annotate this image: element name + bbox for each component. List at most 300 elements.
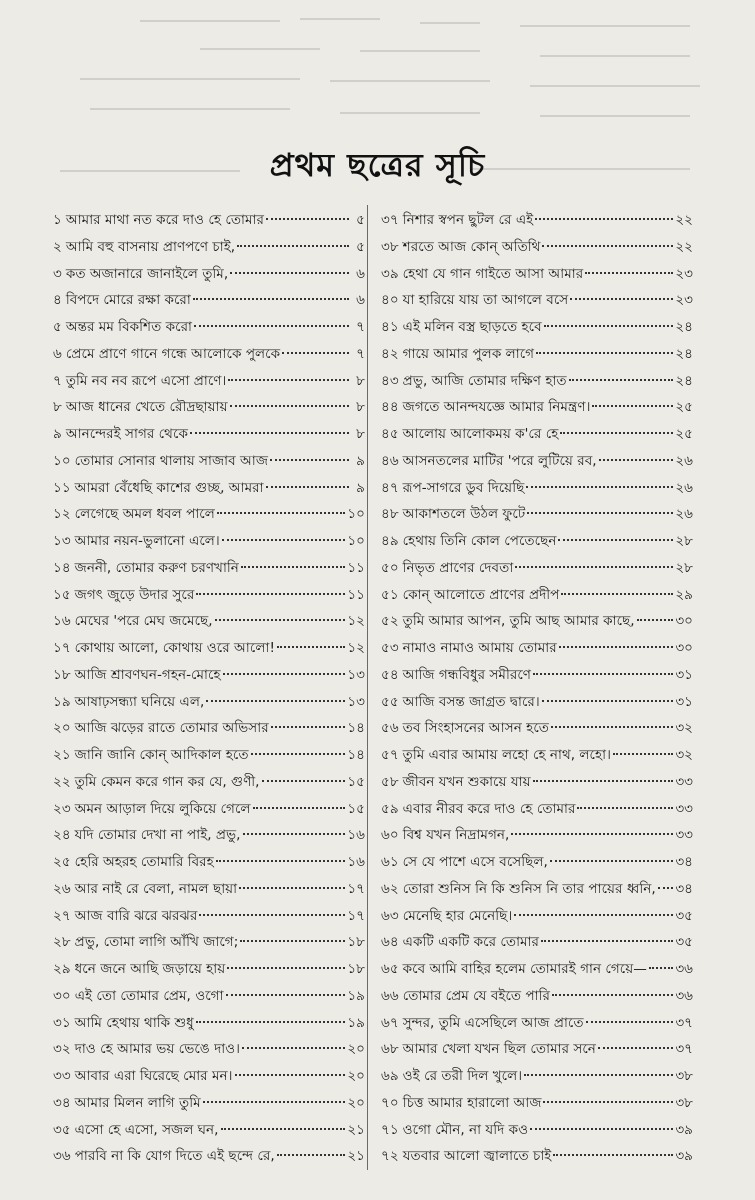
entry-number: ৩২: [53, 1041, 71, 1058]
dot-leader: [542, 700, 674, 702]
entry-title: রূপ-সাগরে ডুব দিয়েছি: [402, 479, 525, 496]
toc-entry: [53, 903, 365, 930]
entry-title: সে যে পাশে এসে বসেছিল,: [402, 854, 548, 870]
toc-entry: [381, 234, 693, 261]
right-column: [381, 207, 693, 1170]
entry-page-number: ৩৯: [675, 1148, 693, 1165]
entry-page-number: ২৮: [675, 533, 693, 549]
dot-leader: [515, 566, 673, 568]
toc-entry: [381, 822, 693, 849]
entry-number: ৬৯: [381, 1068, 399, 1084]
entry-number: ১২: [53, 506, 71, 523]
toc-entry: [53, 956, 365, 983]
dot-leader: [196, 1021, 346, 1023]
entry-title: আজ ধানের খেতে রৌদ্রছায়ায়: [65, 399, 228, 416]
dot-leader: [533, 780, 674, 782]
dot-leader: [586, 1021, 674, 1023]
entry-number: ৫৬: [381, 720, 399, 737]
entry-page-number: ১৪: [347, 747, 365, 763]
entry-title: হেথায় তিনি কোল পেতেছেন: [402, 533, 557, 549]
entry-title: লেগেছে অমল ধবল পালে: [74, 506, 215, 523]
entry-number: ১১: [53, 479, 71, 496]
entry-number: ১৬: [53, 613, 71, 630]
toc-entry: [53, 822, 365, 849]
entry-page-number: ১০: [347, 506, 365, 523]
entry-title: দাও হে আমার ভয় ভেঙে দাও।: [74, 1041, 241, 1058]
entry-page-number: ১৬: [347, 827, 365, 844]
toc-entry: [53, 769, 365, 796]
toc-entry: [381, 903, 693, 930]
dot-leader: [227, 967, 345, 969]
entry-page-number: ৯: [356, 479, 365, 496]
toc-entry: [381, 421, 693, 448]
dot-leader: [271, 726, 346, 728]
entry-page-number: ১৭: [347, 907, 365, 924]
toc-entry: [53, 421, 365, 448]
dot-leader: [559, 646, 674, 648]
dot-leader: [524, 1074, 673, 1076]
toc-entry: [53, 796, 365, 823]
entry-page-number: ৩১: [675, 666, 693, 683]
dot-leader: [190, 432, 349, 434]
dot-leader: [239, 887, 345, 889]
entry-page-number: ২৩: [675, 292, 693, 309]
entry-number: ৩৪: [53, 1094, 71, 1111]
entry-number: ২৪: [53, 827, 71, 844]
entry-page-number: ৩২: [675, 747, 693, 763]
dot-leader: [599, 459, 674, 461]
entry-number: ৩৩: [53, 1068, 71, 1084]
toc-entry: [53, 475, 365, 502]
entry-title: কোথায় আলো, কোথায় ওরে আলো!: [74, 640, 275, 656]
dot-leader: [194, 325, 349, 327]
entry-page-number: ১৬: [347, 854, 365, 870]
dot-leader: [553, 1154, 673, 1156]
entry-page-number: ২১: [347, 1121, 365, 1138]
entry-page-number: ৯: [356, 452, 365, 469]
entry-number: ২৩: [53, 800, 71, 817]
entry-title: যা হারিয়ে যায় তা আগলে বসে: [402, 292, 569, 309]
entry-page-number: ৫: [356, 212, 365, 228]
dot-leader: [270, 459, 349, 461]
entry-title: ওগো মৌন, না যদি কও: [402, 1121, 529, 1138]
toc-entry: [381, 796, 693, 823]
dot-leader: [533, 673, 673, 675]
dot-leader: [199, 914, 345, 916]
entry-title: আমি হেথায় থাকি শুধু: [74, 1014, 194, 1031]
entry-number: ২৮: [53, 934, 71, 951]
entry-title: অমন আড়াল দিয়ে লুকিয়ে গেলে: [74, 800, 251, 817]
entry-number: ২১: [53, 747, 71, 763]
entry-page-number: ৩৩: [675, 773, 693, 790]
entry-page-number: ৩১: [675, 693, 693, 710]
entry-title: চিত্ত আমার হারালো আজ: [402, 1094, 542, 1111]
dot-leader: [203, 1101, 346, 1103]
toc-entry: [381, 742, 693, 769]
toc-entry: [381, 528, 693, 555]
dot-leader: [230, 405, 349, 407]
entry-number: ৬৮: [381, 1041, 399, 1058]
entry-title: তুমি কেমন করে গান কর যে, গুণী,: [74, 773, 260, 790]
entry-number: ৬৩: [381, 907, 399, 924]
toc-entry: [381, 715, 693, 742]
entry-page-number: ২৬: [675, 506, 693, 523]
entry-page-number: ২৫: [675, 399, 693, 416]
toc-entry: [381, 207, 693, 234]
toc-entry: [381, 983, 693, 1010]
entry-page-number: ৩২: [675, 720, 693, 737]
entry-page-number: ১২: [347, 640, 365, 656]
entry-number: ১৭: [53, 640, 71, 656]
entry-number: ৫১: [381, 586, 399, 603]
entry-number: ৭: [53, 372, 62, 389]
toc-entry: [53, 528, 365, 555]
entry-number: ৩১: [53, 1014, 71, 1031]
entry-title: জগৎ জুড়ে উদার সুরে: [74, 586, 195, 603]
entry-page-number: ১৩: [347, 693, 365, 710]
entry-number: ৪: [53, 292, 62, 309]
toc-entry: [381, 501, 693, 528]
entry-number: ৫৮: [381, 773, 399, 790]
dot-leader: [242, 1047, 345, 1049]
dot-leader: [215, 619, 346, 621]
entry-page-number: ১৮: [347, 961, 365, 977]
dot-leader: [262, 780, 346, 782]
entry-page-number: ১৭: [347, 880, 365, 897]
entry-number: ৬০: [381, 827, 399, 844]
entry-number: ৩৬: [53, 1148, 71, 1165]
entry-number: ৩৫: [53, 1121, 71, 1138]
toc-entry: [53, 689, 365, 716]
entry-page-number: ১৯: [347, 1014, 365, 1031]
toc-entry: [53, 608, 365, 635]
dot-leader: [530, 1128, 673, 1130]
dot-leader: [196, 593, 345, 595]
entry-page-number: ১২: [347, 613, 365, 630]
entry-number: ৭২: [381, 1148, 399, 1165]
entry-title: বিশ্ব যখন নিদ্রামগন,: [402, 827, 510, 844]
entry-number: ৫০: [381, 559, 399, 576]
entry-title: জানি জানি কোন্ আদিকাল হতে: [74, 747, 249, 763]
entry-title: আমার মাথা নত করে দাও হে তোমার: [65, 212, 264, 228]
dot-leader: [228, 379, 349, 381]
entry-page-number: ১৩: [347, 666, 365, 683]
dot-leader: [241, 566, 345, 568]
dot-leader: [217, 512, 345, 514]
dot-leader: [230, 272, 349, 274]
toc-entry: [53, 983, 365, 1010]
entry-title: কোন্ আলোতে প্রাণের প্রদীপ: [402, 586, 560, 603]
entry-title: আজি ঝড়ের রাতে তোমার অভিসার: [74, 720, 269, 737]
entry-page-number: ২০: [347, 1041, 365, 1058]
entry-number: ৪২: [381, 345, 399, 362]
dot-leader: [216, 860, 346, 862]
entry-page-number: ৩০: [675, 613, 693, 630]
dot-leader: [613, 753, 673, 755]
dot-leader: [649, 967, 673, 969]
entry-page-number: ৩৫: [675, 907, 693, 924]
toc-entry: [381, 368, 693, 395]
toc-entry: [381, 287, 693, 314]
entry-page-number: ১৯: [347, 987, 365, 1004]
entry-number: ২৯: [53, 961, 71, 977]
entry-title: এই তো তোমার প্রেম, ওগো: [74, 987, 224, 1004]
entry-title: কবে আমি বাহির হলেম তোমারই গান গেয়ে—: [402, 961, 647, 977]
entry-number: ২০: [53, 720, 71, 737]
dot-leader: [226, 994, 346, 996]
entry-number: ১৮: [53, 666, 71, 683]
entry-page-number: ২৪: [675, 319, 693, 335]
toc-entry: [53, 234, 365, 261]
dot-leader: [282, 352, 349, 354]
toc-entry: [53, 394, 365, 421]
page-title: প্রথম ছত্রের সূচি: [269, 146, 486, 184]
entry-title: জীবন যখন শুকায়ে যায়: [402, 773, 531, 790]
entry-page-number: ৫: [356, 238, 365, 255]
entry-number: ৯: [53, 426, 62, 442]
toc-entry: [381, 448, 693, 475]
toc-entry: [381, 582, 693, 609]
entry-number: ৪৫: [381, 426, 399, 442]
toc-entry: [381, 1090, 693, 1117]
toc-entry: [381, 769, 693, 796]
entry-number: ৪৩: [381, 372, 399, 389]
toc-entry: [53, 341, 365, 368]
entry-page-number: ২৯: [675, 586, 693, 603]
dot-leader: [266, 218, 349, 220]
entry-title: বিপদে মোরে রক্ষা করো: [65, 292, 191, 309]
entry-title: আজি বসন্ত জাগ্রত দ্বারে।: [402, 693, 540, 710]
entry-number: ৭১: [381, 1121, 399, 1138]
entry-number: ১: [53, 212, 62, 228]
toc-entry: [53, 448, 365, 475]
dot-leader: [569, 379, 674, 381]
dot-leader: [240, 940, 345, 942]
toc-entry: [53, 849, 365, 876]
entry-title: আনন্দেরই সাগর থেকে: [65, 426, 188, 442]
toc-entry: [53, 1143, 365, 1170]
dot-leader: [223, 673, 346, 675]
entry-title: আজি শ্রাবণঘন-গহন-মোহে: [74, 666, 221, 683]
entry-page-number: ৩৩: [675, 800, 693, 817]
entry-title: আলোয় আলোকময় ক'রে হে: [402, 426, 559, 442]
entry-number: ৬১: [381, 854, 399, 870]
entry-page-number: ১৫: [347, 800, 365, 817]
toc-entry: [53, 635, 365, 662]
entry-title: হেরি অহরহ তোমারি বিরহ: [74, 854, 214, 870]
entry-title: আসনতলের মাটির 'পরে লুটিয়ে রব,: [402, 452, 597, 469]
entry-page-number: ৩০: [675, 640, 693, 656]
dot-leader: [561, 593, 673, 595]
entry-page-number: ১১: [347, 586, 365, 603]
entry-number: ৪৬: [381, 452, 399, 469]
entry-page-number: ২৪: [675, 345, 693, 362]
dot-leader: [558, 539, 673, 541]
entry-page-number: ২০: [347, 1094, 365, 1111]
entry-page-number: ৩৫: [675, 934, 693, 951]
entry-title: একটি একটি করে তোমার: [402, 934, 540, 951]
entry-number: ৫: [53, 319, 62, 335]
entry-title: কত অজানারে জানাইলে তুমি,: [65, 265, 229, 282]
entry-title: পারবি না কি যোগ দিতে এই ছন্দে রে,: [74, 1148, 275, 1165]
entry-page-number: ৮: [356, 399, 365, 416]
toc-entry: [381, 1036, 693, 1063]
entry-number: ৬৬: [381, 987, 399, 1004]
entry-page-number: ৩৪: [675, 854, 693, 870]
dot-leader: [221, 1128, 346, 1130]
entry-number: ৪১: [381, 319, 399, 335]
toc-entry: [53, 287, 365, 314]
entry-title: যতবার আলো জ্বালাতে চাই: [402, 1148, 552, 1165]
toc-entry: [381, 261, 693, 288]
dot-leader: [658, 887, 674, 889]
entry-page-number: ২২: [675, 238, 693, 255]
dot-leader: [206, 700, 345, 702]
entry-title: নামাও নামাও আমায় তোমার: [402, 640, 557, 656]
entry-title: আকাশতলে উঠল ফুটে: [402, 506, 526, 523]
entry-number: ৫৯: [381, 800, 399, 817]
entry-title: তুমি নব নব রূপে এসো প্রাণে।: [65, 372, 227, 389]
entry-title: সুন্দর, তুমি এসেছিলে আজ প্রাতে: [402, 1014, 584, 1031]
entry-page-number: ২৬: [675, 479, 693, 496]
toc-entry: [53, 929, 365, 956]
entry-title: জগতে আনন্দযজ্ঞে আমার নিমন্ত্রণ।: [402, 399, 591, 416]
entry-number: ১৪: [53, 559, 71, 576]
toc-entry: [381, 662, 693, 689]
entry-title: মেঘের 'পরে মেঘ জমেছে,: [74, 613, 213, 630]
toc-entry: [53, 1090, 365, 1117]
toc-entry: [53, 582, 365, 609]
dot-leader: [592, 405, 673, 407]
entry-number: ৫৪: [381, 666, 399, 683]
toc-entry: [381, 475, 693, 502]
entry-number: ৫৫: [381, 693, 399, 710]
entry-title: অন্তর মম বিকশিত করো: [65, 319, 192, 335]
toc-entry: [53, 876, 365, 903]
toc-entry: [381, 876, 693, 903]
dot-leader: [527, 512, 673, 514]
entry-page-number: ৩৯: [675, 1121, 693, 1138]
entry-page-number: ২৮: [675, 559, 693, 576]
toc-entry: [381, 635, 693, 662]
entry-title: প্রভু, তোমা লাগি আঁখি জাগে;: [74, 934, 239, 951]
entry-title: তুমি এবার আমায় লহো হে নাথ, লহো।: [402, 747, 611, 763]
entry-title: তব সিংহাসনের আসন হতে: [402, 720, 549, 737]
entry-page-number: ৩৭: [675, 1041, 693, 1058]
entry-number: ১৩: [53, 533, 71, 549]
entry-number: ৪৮: [381, 506, 399, 523]
entry-number: ২৭: [53, 907, 71, 924]
entry-title: এসো হে এসো, সজল ঘন,: [74, 1121, 219, 1138]
entry-page-number: ১৫: [347, 773, 365, 790]
dot-leader: [637, 619, 674, 621]
entry-title: জননী, তোমার করুণ চরণখানি: [74, 559, 239, 576]
entry-number: ২২: [53, 773, 71, 790]
entry-title: আবার এরা ঘিরেছে মোর মন।: [74, 1068, 233, 1084]
entry-title: এবার নীরব করে দাও হে তোমার: [402, 800, 576, 817]
toc-entry: [53, 715, 365, 742]
toc-entry: [53, 501, 365, 528]
dot-leader: [235, 1074, 346, 1076]
entry-page-number: ৩৮: [675, 1094, 693, 1111]
dot-leader: [585, 272, 673, 274]
dot-leader: [277, 646, 345, 648]
entry-page-number: ৭: [356, 345, 365, 362]
entry-number: ২: [53, 238, 62, 255]
dot-leader: [243, 833, 346, 835]
entry-title: আমরা বেঁধেছি কাশের গুচ্ছ, আমরা: [74, 479, 264, 496]
toc-entry: [381, 394, 693, 421]
toc-entry: [53, 1063, 365, 1090]
dot-leader: [193, 298, 349, 300]
entry-page-number: ২১: [347, 1148, 365, 1165]
entry-page-number: ৮: [356, 426, 365, 442]
dot-leader: [253, 807, 346, 809]
entry-number: ৬৫: [381, 961, 399, 977]
entry-number: ৩: [53, 265, 62, 282]
toc-entry: [53, 261, 365, 288]
entry-page-number: ৩৬: [675, 961, 693, 977]
entry-title: আজি গন্ধবিধুর সমীরণে: [402, 666, 532, 683]
entry-page-number: ৬: [356, 292, 365, 309]
entry-page-number: ৭: [356, 319, 365, 335]
toc-entry: [381, 1063, 693, 1090]
entry-page-number: ৩৭: [675, 1014, 693, 1031]
entry-page-number: ২৩: [675, 265, 693, 282]
entry-number: ৬: [53, 345, 62, 362]
dot-leader: [541, 940, 673, 942]
entry-title: নিভৃত প্রাণের দেবতা: [402, 559, 514, 576]
entry-number: ১০: [53, 452, 71, 469]
entry-title: আর নাই রে বেলা, নামল ছায়া: [74, 880, 238, 897]
entry-title: আমার নয়ন-ভুলানো এলে।: [74, 533, 220, 549]
entry-title: আমার মিলন লাগি তুমি: [74, 1094, 201, 1111]
entry-number: ৫২: [381, 613, 399, 630]
entry-number: ৪৭: [381, 479, 399, 496]
entry-number: ১৯: [53, 693, 71, 710]
entry-title: নিশার স্বপন ছুটল রে এই: [402, 212, 534, 228]
entry-number: ৬৪: [381, 934, 399, 951]
entry-title: ওই রে তরী দিল খুলে।: [402, 1068, 523, 1084]
toc-entry: [381, 689, 693, 716]
toc-entry: [381, 929, 693, 956]
dot-leader: [570, 298, 673, 300]
toc-entry: [53, 207, 365, 234]
entry-page-number: ১১: [347, 559, 365, 576]
toc-entry: [53, 1036, 365, 1063]
entry-title: গায়ে আমার পুলক লাগে: [402, 345, 535, 362]
toc-entry: [53, 742, 365, 769]
toc-entry: [53, 1117, 365, 1144]
dot-leader: [577, 807, 673, 809]
toc-entry: [381, 608, 693, 635]
entry-page-number: ১০: [347, 533, 365, 549]
left-column: [53, 207, 365, 1170]
entry-number: ৬৭: [381, 1014, 399, 1031]
dot-leader: [552, 994, 673, 996]
toc-entry: [53, 662, 365, 689]
entry-number: ৬২: [381, 880, 399, 897]
toc-entry: [53, 555, 365, 582]
entry-title: শরতে আজ কোন্ অতিথি: [402, 238, 541, 255]
entry-page-number: ২০: [347, 1068, 365, 1084]
entry-number: ৭০: [381, 1094, 399, 1111]
entry-title: প্রভু, আজি তোমার দক্ষিণ হাত: [402, 372, 567, 389]
dot-leader: [511, 833, 673, 835]
entry-number: ২৫: [53, 854, 71, 870]
entry-page-number: ৩৪: [675, 880, 693, 897]
toc-entry: [381, 1010, 693, 1037]
